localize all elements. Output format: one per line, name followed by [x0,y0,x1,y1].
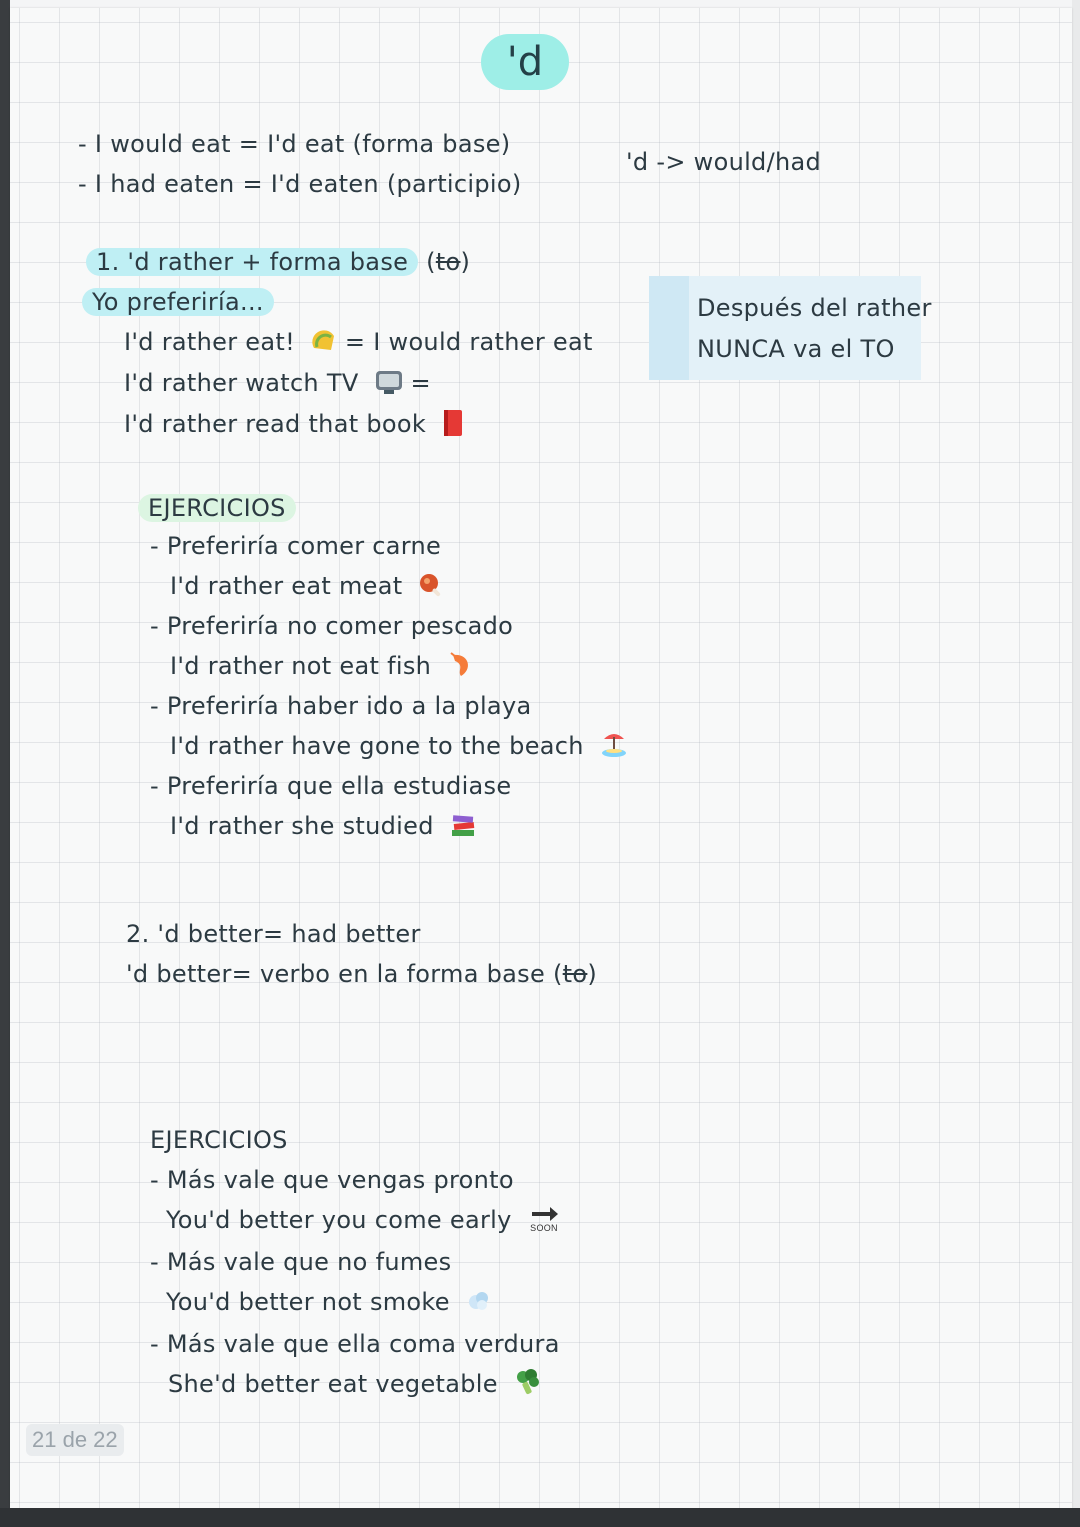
exercise-answer [170,570,444,602]
example-row [124,367,431,399]
example-text: I'd rather read that book [124,410,427,438]
shrimp-icon [447,651,475,679]
page-indicator: 21 de 22 [26,1424,124,1456]
exercise-answer-text: I'd rather not eat fish [170,652,432,680]
intro-line-had: - I had eaten = I'd eaten (participio) [78,170,522,198]
broccoli-icon [514,1368,542,1396]
exercise-answer-text: You'd better not smoke [166,1288,450,1316]
meat-icon [418,572,444,598]
exercise-answer-text: She'd better eat vegetable [168,1370,498,1398]
exercise-answer [166,1286,492,1318]
section1-heading-highlight: 1. 'd rather + forma base [86,248,418,276]
section2-rule-paren-close: ) [587,960,598,988]
exercise-prompt: - Más vale que vengas pronto [150,1166,514,1194]
books-icon [450,812,476,838]
exercise-prompt: - Preferiría comer carne [150,532,442,560]
exercise-answer [170,810,476,842]
exercises-title [138,492,296,524]
taco-icon [311,328,337,354]
side-note-contraction: 'd -> would/had [626,148,822,176]
exercise-prompt: - Más vale que no fumes [150,1248,452,1276]
exercise-answer [166,1204,560,1236]
section1-heading-struck-to: to [435,248,461,276]
exercise-answer-text: I'd rather have gone to the beach [170,732,584,760]
section1-heading-paren-close: ) [460,248,471,276]
section2-rule-paren-open: ( [553,960,563,988]
notebook-page [10,8,1072,1508]
smoke-icon [466,1288,492,1314]
exercise-answer-text: You'd better you come early [166,1206,512,1234]
exercise-prompt: - Preferiría no comer pescado [150,612,514,640]
page-title: 'd [481,34,569,90]
exercise-answer [170,730,628,762]
exercises-title-2: EJERCICIOS [150,1126,288,1154]
exercises-title-highlight: EJERCICIOS [138,494,296,522]
exercise-answer-text: I'd rather eat meat [170,572,403,600]
exercise-prompt: - Preferiría haber ido a la playa [150,692,532,720]
scan-bottom-edge [0,1508,1080,1527]
scan-left-edge [0,0,10,1527]
section1-heading-paren-open: ( [426,248,436,276]
section2-rule [126,958,597,990]
rule-note-accent [649,276,689,380]
section2-rule-struck-to: to [562,960,588,988]
exercise-prompt: - Más vale que ella coma verdura [150,1330,560,1358]
soon-arrow-icon [528,1203,560,1233]
tv-icon [375,369,403,395]
section2-heading: 2. 'd better= had better [126,920,421,948]
example-suffix: = I would rather eat [344,328,593,356]
soon-label: SOON [529,1223,558,1233]
scan-right-edge [1072,0,1080,1527]
beach-icon [600,729,628,759]
example-text: I'd rather eat! [124,328,295,356]
section1-meaning [82,286,274,318]
section1-meaning-highlight: Yo preferiría... [82,288,274,316]
section2-rule-text: 'd better= verbo en la forma base [126,960,546,988]
example-row [124,408,464,440]
exercise-answer [170,650,475,682]
book-icon [442,409,464,437]
example-text: I'd rather watch TV [124,369,359,397]
exercise-prompt: - Preferiría que ella estudiase [150,772,512,800]
rule-note-line1: Después del rather [697,294,932,322]
section1-heading [86,246,470,278]
intro-line-would: - I would eat = I'd eat (forma base) [78,130,511,158]
example-suffix: = [410,369,431,397]
exercise-answer-text: I'd rather she studied [170,812,434,840]
rule-note-line2: NUNCA va el TO [697,335,895,363]
example-row [124,326,593,358]
rule-note [649,276,932,380]
exercise-answer [168,1368,542,1400]
